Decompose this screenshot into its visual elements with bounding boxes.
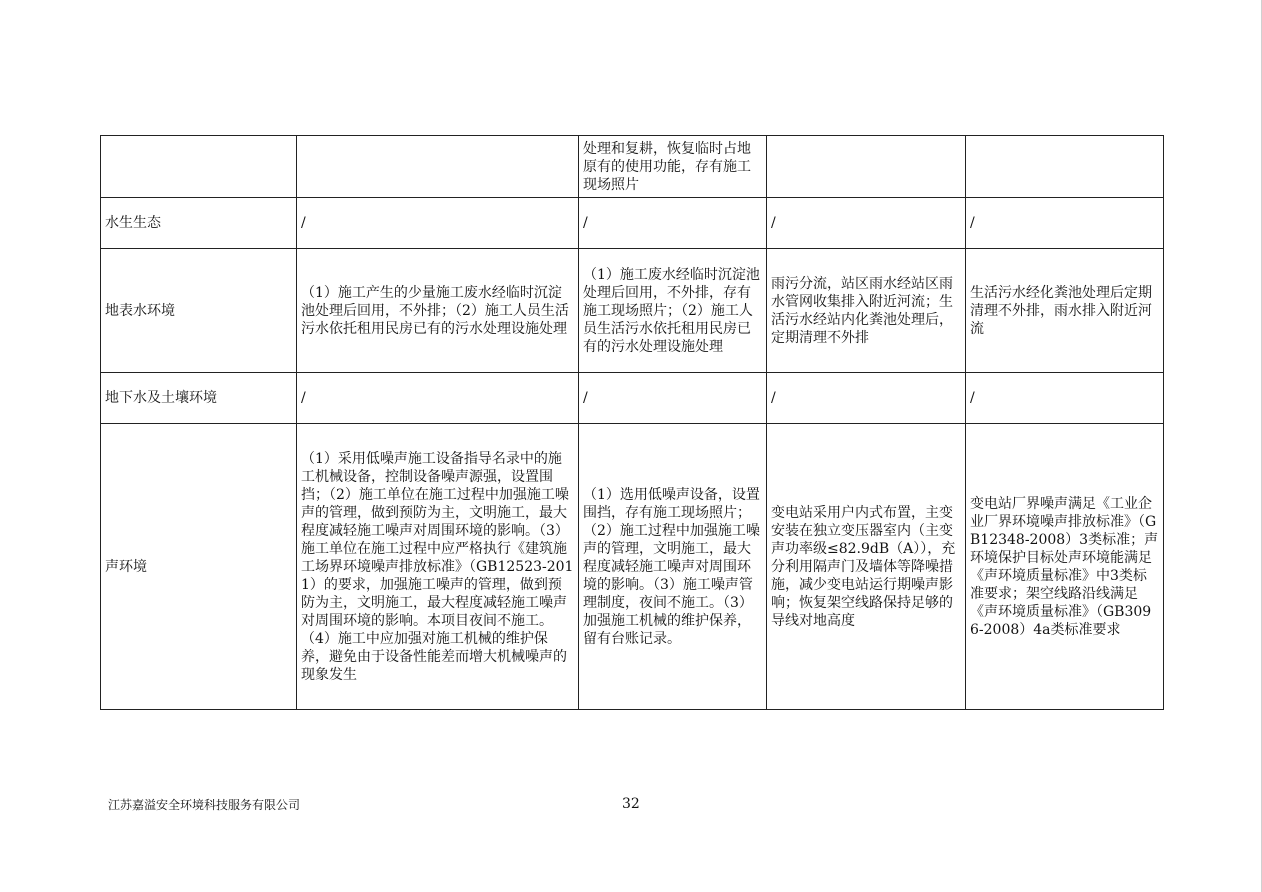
- table-row: [101, 198, 1164, 249]
- cell-col3: 雨污分流，站区雨水经站区雨水管网收集排入附近河流；生活污水经站内化粪池处理后，定期清理不外排: [767, 249, 966, 373]
- cell-col1: [297, 136, 579, 198]
- row-label: 地下水及土壤环境: [101, 373, 297, 424]
- table-row: [101, 373, 1164, 424]
- cell-col4: /: [966, 198, 1164, 249]
- cell-col3: [767, 136, 966, 198]
- table-row: [101, 249, 1164, 373]
- cell-col2: （1）选用低噪声设备，设置围挡，存有施工现场照片；（2）施工过程中加强施工噪声的管理，文明施工，最大程度减轻施工噪声对周围环境的影响。（3）施工噪声管理制度，夜间不施工。（3）加强施工机械的维护保养，留有台账记录。: [579, 424, 767, 710]
- table-row: [101, 136, 1164, 198]
- cell-col4: [966, 136, 1164, 198]
- cell-col3: /: [767, 198, 966, 249]
- row-label: [101, 136, 297, 198]
- cell-col2: /: [579, 198, 767, 249]
- row-label: 声环境: [101, 424, 297, 710]
- footer-company: 江苏嘉溢安全环境科技服务有限公司: [108, 798, 301, 812]
- cell-col4: 生活污水经化粪池处理后定期清理不外排，雨水排入附近河流: [966, 249, 1164, 373]
- cell-col2: （1）施工废水经临时沉淀池处理后回用，不外排，存有施工现场照片；（2）施工人员生活污水依托租用民房已有的污水处理设施处理: [579, 249, 767, 373]
- cell-col3: /: [767, 373, 966, 424]
- cell-col1: （1）采用低噪声施工设备指导名录中的施工机械设备，控制设备噪声源强，设置围挡；（2）施工单位在施工过程中加强施工噪声的管理，做到预防为主，文明施工，最大程度减轻施工噪声对周围环境的影响。（3）施工单位在施工过程中应严格执行《建筑施工场界环境噪声排放标准》（GB12523-2011）的要求，加强施工噪声的管理，做到预防为主，文明施工，最大程度减轻施工噪声对周围环境的影响。本项目夜间不施工。（4）施工中应加强对施工机械的维护保养，避免由于设备性能差而增大机械噪声的现象发生: [297, 424, 579, 710]
- cell-col1: /: [297, 373, 579, 424]
- cell-col2: 处理和复耕，恢复临时占地原有的使用功能，存有施工现场照片: [579, 136, 767, 198]
- cell-col4: 变电站厂界噪声满足《工业企业厂界环境噪声排放标准》（GB12348-2008）3类标准；声环境保护目标处声环境能满足《声环境质量标准》中3类标准要求；架空线路沿线满足《声环境质量标准》（GB3096-2008）4a类标准要求: [966, 424, 1164, 710]
- cell-col3: 变电站采用户内式布置，主变安装在独立变压器室内（主变声功率级≤82.9dB（A）），充分利用隔声门及墙体等降噪措施，减少变电站运行期噪声影响；恢复架空线路保持足够的导线对地高度: [767, 424, 966, 710]
- cell-col1: （1）施工产生的少量施工废水经临时沉淀池处理后回用，不外排；（2）施工人员生活污水依托租用民房已有的污水处理设施处理: [297, 249, 579, 373]
- row-label: 水生生态: [101, 198, 297, 249]
- cell-col2: /: [579, 373, 767, 424]
- measures-table: [100, 135, 1164, 710]
- cell-col4: /: [966, 373, 1164, 424]
- row-label: 地表水环境: [101, 249, 297, 373]
- table-row: [101, 424, 1164, 710]
- cell-col1: /: [297, 198, 579, 249]
- page-number: 32: [622, 796, 640, 812]
